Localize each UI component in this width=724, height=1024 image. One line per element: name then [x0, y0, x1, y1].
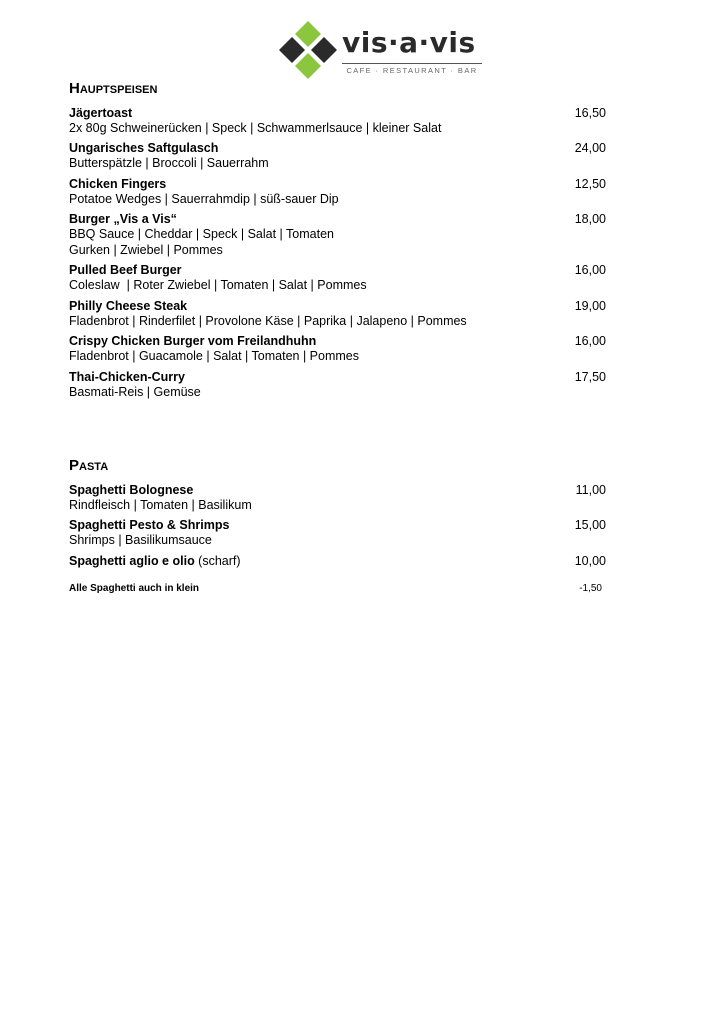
- item-description: Gurken | Zwiebel | Pommes: [69, 242, 223, 257]
- item-price: 24,00: [574, 141, 606, 155]
- menu-item: [69, 141, 609, 172]
- item-price: 17,50: [574, 370, 606, 384]
- item-description: Rindfleisch | Tomaten | Basilikum: [69, 498, 252, 512]
- item-name: Jägertoast: [69, 106, 133, 120]
- menu-item: [69, 334, 609, 365]
- item-name: Thai-Chicken-Curry: [69, 370, 185, 384]
- menu-item: [69, 177, 609, 208]
- menu-item: [69, 299, 609, 330]
- item-name: Spaghetti Bolognese: [69, 483, 194, 497]
- item-name: Burger „Vis a Vis“: [69, 212, 177, 226]
- item-price: 18,00: [574, 212, 606, 226]
- section-title-pasta: Pasta: [69, 457, 109, 474]
- logo-wordmark: vis·a·vis: [342, 26, 476, 59]
- menu-item: [69, 483, 609, 514]
- item-name: Chicken Fingers: [69, 177, 167, 191]
- item-price: 10,00: [574, 554, 606, 568]
- item-description: Basmati-Reis | Gemüse: [69, 385, 201, 399]
- section-title-hauptspeisen: Hauptspeisen: [69, 80, 158, 97]
- item-name: Crispy Chicken Burger vom Freilandhuhn: [69, 334, 317, 348]
- item-description: Coleslaw | Roter Zwiebel | Tomaten | Salat | Pommes: [69, 278, 367, 292]
- item-name: Philly Cheese Steak: [69, 299, 188, 313]
- item-price: 16,00: [574, 263, 606, 277]
- menu-item: [69, 370, 609, 401]
- item-description: Fladenbrot | Guacamole | Salat | Tomaten | Pommes: [69, 349, 359, 363]
- footnote-price: -1,50: [579, 583, 602, 594]
- item-description: Butterspätzle | Broccoli | Sauerrahm: [69, 156, 269, 170]
- item-name: Spaghetti Pesto & Shrimps: [69, 518, 230, 532]
- item-price: 12,50: [574, 177, 606, 191]
- logo-diamonds-icon: [276, 20, 340, 80]
- footnote-label: Alle Spaghetti auch in klein: [69, 583, 200, 594]
- item-description: Potatoe Wedges | Sauerrahmdip | süß-sauer Dip: [69, 192, 339, 206]
- item-price: 15,00: [574, 518, 606, 532]
- logo-tagline: CAFE · RESTAURANT · BAR: [346, 66, 478, 75]
- item-name: [69, 554, 609, 569]
- logo-divider: [342, 63, 482, 64]
- item-note: (scharf): [194, 554, 241, 568]
- item-price: 16,50: [574, 106, 606, 120]
- item-description: Shrimps | Basilikumsauce: [69, 533, 212, 547]
- item-price: 19,00: [574, 299, 606, 313]
- menu-item: [69, 212, 609, 258]
- item-name: Ungarisches Saftgulasch: [69, 141, 219, 155]
- menu-item: [69, 518, 609, 549]
- item-name: Pulled Beef Burger: [69, 263, 182, 277]
- item-description: BBQ Sauce | Cheddar | Speck | Salat | Tomaten: [69, 227, 334, 241]
- menu-item: [69, 263, 609, 294]
- item-description: Fladenbrot | Rinderfilet | Provolone Käse | Paprika | Jalapeno | Pommes: [69, 314, 467, 328]
- logo: [276, 20, 486, 80]
- footnote: [69, 582, 605, 595]
- menu-item: [69, 554, 609, 569]
- menu-item: [69, 106, 609, 137]
- item-price: 11,00: [575, 483, 606, 497]
- item-description: 2x 80g Schweinerücken | Speck | Schwammerlsauce | kleiner Salat: [69, 121, 442, 135]
- item-name-text: Spaghetti aglio e olio: [69, 554, 195, 568]
- item-price: 16,00: [574, 334, 606, 348]
